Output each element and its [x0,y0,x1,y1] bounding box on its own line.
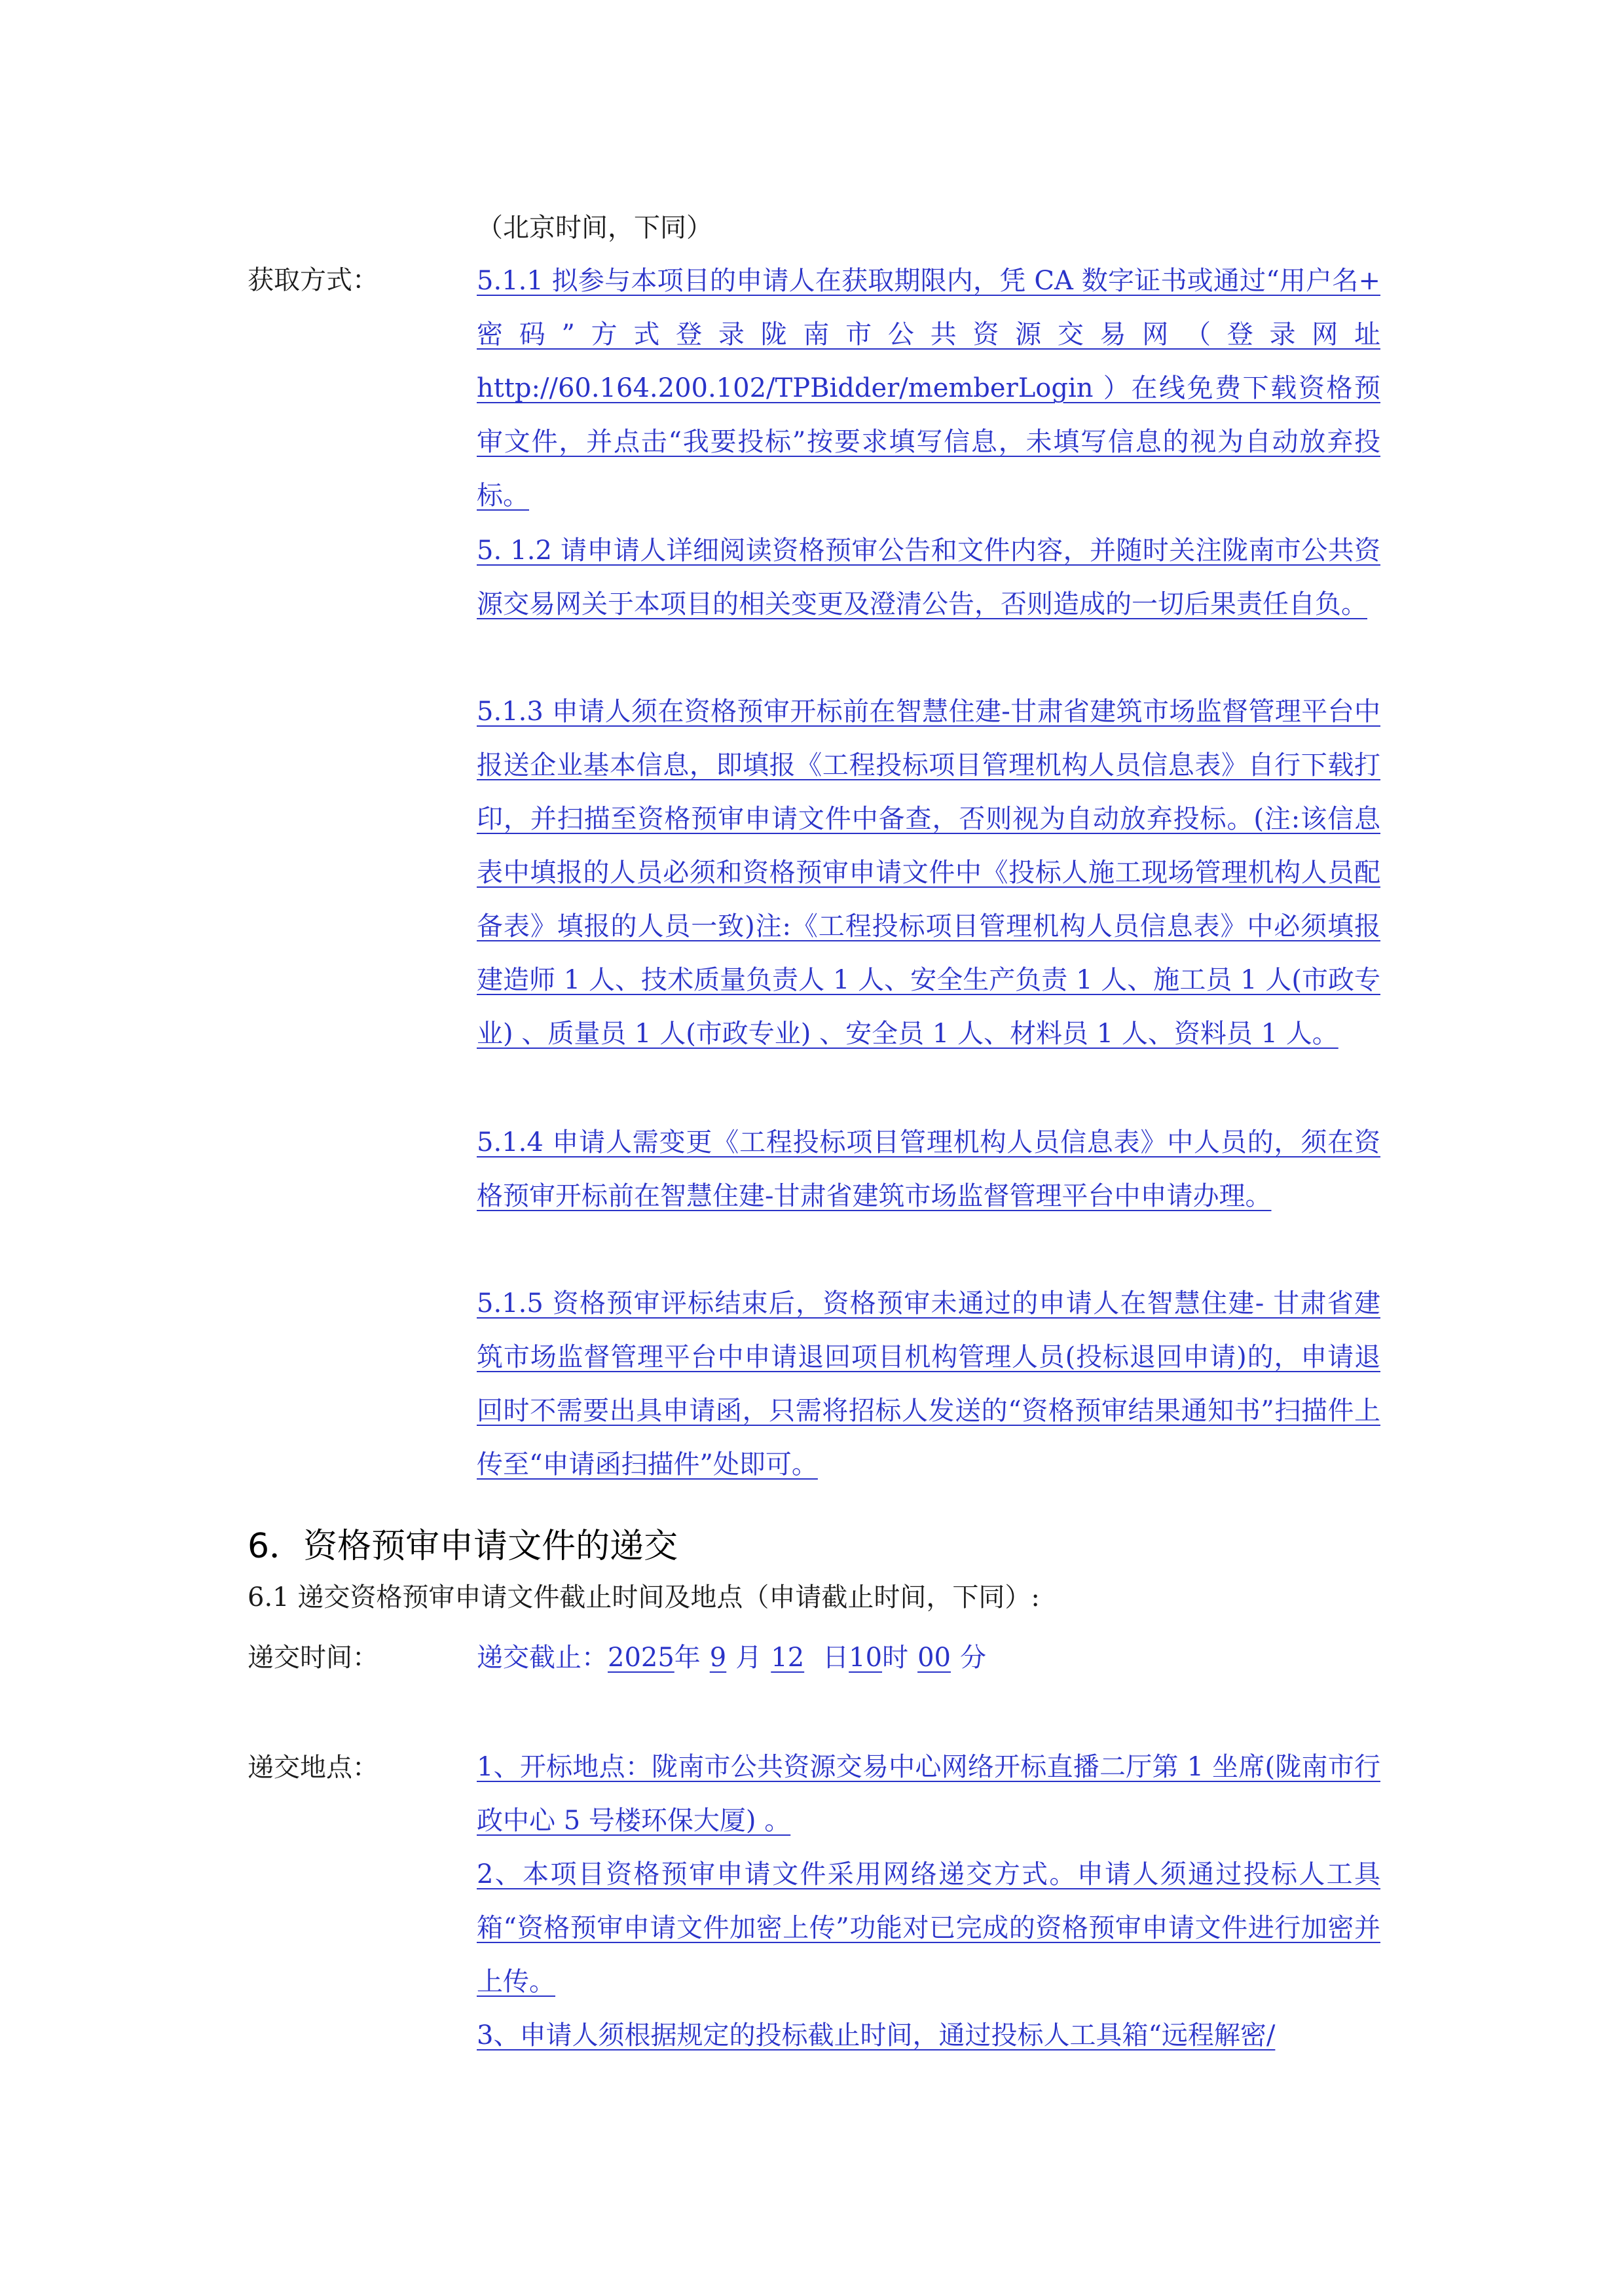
acquire-method-label: 获取方式： [248,265,378,295]
submit-place-2-text[interactable]: 2、本项目资格预审申请文件采用网络递交方式。申请人须通过投标人工具箱“资格预审申请文件加密上传”功能对已完成的资格预审申请文件进行加密并上传。 [477,1859,1380,1997]
deadline-year: 2025 [608,1643,674,1673]
acquire-item-5-1-3[interactable] [477,685,1380,1061]
acquire-item-5-1-4-text[interactable]: 5.1.4 申请人需变更《工程投标项目管理机构人员信息表》中人员的，须在资格预审开标前在智慧住建-甘肃省建筑市场监督管理平台中申请办理。 [477,1127,1380,1211]
acquire-item-5-1-3-text[interactable]: 5.1.3 申请人须在资格预审开标前在智慧住建-甘肃省建筑市场监督管理平台中报送企业基本信息，即填报《工程投标项目管理机构人员信息表》自行下载打印，并扫描至资格预审申请文件中备查，否则视为自动放弃投标。(注:该信息表中填报的人员必须和资格预审申请文件中《投标人施工现场管理机构人员配备表》填报的人员一致)注:《工程投标项目管理机构人员信息表》中必须填报建造师 1 人、技术质量负责人 1 人、安全生产负责 1 人、施工员 1 人(市政专业) 、质量员 1 人(市政专业) 、安全员 1 人、材料员 1 人、资料员 1 人。 [477,697,1380,1049]
section-6-heading: 6．资格预审申请文件的递交 [248,1527,678,1566]
submit-place-2[interactable] [477,1848,1380,2009]
acquire-item-5-1-1[interactable] [477,254,1380,522]
deadline-hour: 10 [849,1643,883,1673]
section-6-1-intro: 6.1 递交资格预审申请文件截止时间及地点（申请截止时间，下同）: [248,1582,1040,1613]
deadline-day: 12 [771,1643,805,1673]
acquire-item-5-1-4[interactable] [477,1116,1380,1223]
deadline-day-unit: 日 [822,1643,849,1673]
submit-place-1-text[interactable]: 1、开标地点：陇南市公共资源交易中心网络开标直播二厅第 1 坐席(陇南市行政中心 5 号楼环保大厦) 。 [477,1752,1380,1836]
deadline-year-unit: 年 [674,1643,701,1673]
acquire-item-5-1-2[interactable] [477,524,1380,631]
submit-place-3-text[interactable]: 3、申请人须根据规定的投标截止时间，通过投标人工具箱“远程解密/ [477,2020,1276,2050]
submit-time-label: 递交时间： [248,1643,378,1673]
submit-place-3[interactable] [477,2009,1380,2062]
acquire-item-5-1-1-text[interactable]: 5.1.1 拟参与本项目的申请人在获取期限内，凭 CA 数字证书或通过“用户名+ 密码”方式登录陇南市公共资源交易网（登录网址 http://60.164.200.102/TPBidder/memberLogin ）在线免费下载资格预审文件，并点击“我要投标”按要求填写信息，未填写信息的视为自动放弃投标。 [477,266,1380,511]
deadline-minute: 00 [917,1643,951,1673]
submit-place-1[interactable] [477,1740,1380,1848]
submit-place-label: 递交地点： [248,1753,378,1783]
acquire-item-5-1-2-text[interactable]: 5. 1.2 请申请人详细阅读资格预审公告和文件内容，并随时关注陇南市公共资源交易网关于本项目的相关变更及澄清公告，否则造成的一切后果责任自负。 [477,536,1380,619]
acquire-item-5-1-5[interactable] [477,1277,1380,1491]
deadline-minute-unit: 分 [959,1643,986,1673]
deadline-hour-unit: 时 [882,1643,909,1673]
deadline-month: 9 [709,1643,727,1673]
deadline-prefix: 递交截止： [477,1643,608,1673]
submit-deadline [477,1638,986,1677]
beijing-time-note: （北京时间，下同） [477,213,712,243]
acquire-item-5-1-5-text[interactable]: 5.1.5 资格预审评标结束后，资格预审未通过的申请人在智慧住建- 甘肃省建筑市场监督管理平台中申请退回项目机构管理人员(投标退回申请)的，申请退回时不需要出具申请函，只需将招标人发送的“资格预审结果通知书”扫描件上传至“申请函扫描件”处即可。 [477,1288,1380,1480]
deadline-month-unit: 月 [735,1643,762,1673]
